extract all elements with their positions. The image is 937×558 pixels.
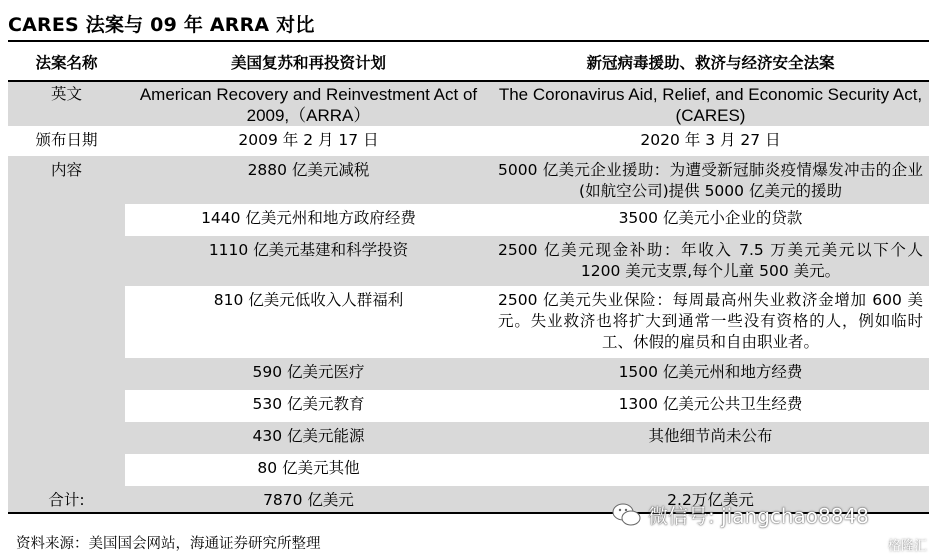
gelonghui-logo (868, 535, 927, 554)
content-row-8 (8, 454, 929, 486)
content-row-6 (8, 390, 929, 422)
arra-item-5: 590 亿美元医疗 (125, 358, 492, 390)
label-content: 内容 (8, 156, 125, 486)
header-row (8, 44, 929, 82)
header-arra: 美国复苏和再投资计划 (125, 44, 492, 82)
arra-item-2: 1440 亿美元州和地方政府经费 (125, 204, 492, 236)
table-title: CARES 法案与 09 年 ARRA 对比 (8, 14, 315, 36)
arra-item-6: 530 亿美元教育 (125, 390, 492, 422)
cares-english: The Coronavirus Aid, Relief, and Economic Security Act, (CARES) (492, 82, 929, 126)
wechat-icon (612, 502, 642, 528)
source-note: 资料来源：美国国会网站，海通证券研究所整理 (16, 536, 321, 552)
content-row-1 (8, 156, 929, 204)
arra-item-7: 430 亿美元能源 (125, 422, 492, 454)
cares-item-6: 1300 亿美元公共卫生经费 (492, 390, 929, 422)
row-english (8, 82, 929, 126)
arra-total: 7870 亿美元 (125, 486, 492, 514)
gelonghui-text: 格隆汇 (887, 539, 927, 554)
content-row-2 (8, 204, 929, 236)
cares-item-5: 1500 亿美元州和地方经费 (492, 358, 929, 390)
content-row-3 (8, 236, 929, 286)
arra-item-3: 1110 亿美元基建和科学投资 (125, 236, 492, 286)
row-date (8, 126, 929, 156)
label-total: 合计: (8, 486, 125, 514)
label-date: 颁布日期 (35, 131, 98, 149)
arra-english: American Recovery and Reinvestment Act of 2009,（ARRA） (125, 82, 492, 126)
arra-item-8: 80 亿美元其他 (125, 454, 492, 486)
cares-item-7: 其他细节尚未公布 (492, 422, 929, 454)
cares-item-4: 2500 亿美元失业保险：每周最高州失业救济金增加 600 美元。失业救济也将扩大到通常一些没有资格的人，例如临时工、休假的雇员和自由职业者。 (492, 286, 929, 358)
arra-item-1: 2880 亿美元减税 (125, 156, 492, 204)
comparison-table (8, 44, 929, 514)
cares-date: 2020 年 3 月 27 日 (640, 131, 781, 149)
cares-item-3: 2500 亿美元现金补助：年收入 7.5 万美元美元以下个人 1200 美元支票,每个儿童 500 美元。 (492, 236, 929, 286)
gelonghui-icon (868, 537, 884, 553)
label-english: 英文 (8, 82, 125, 126)
top-rule (8, 40, 929, 42)
content-row-4 (8, 286, 929, 358)
header-law-name: 法案名称 (8, 44, 125, 82)
cares-item-1: 5000 亿美元企业援助：为遭受新冠肺炎疫情爆发冲击的企业(如航空公司)提供 5000 亿美元的援助 (492, 156, 929, 204)
content-row-5 (8, 358, 929, 390)
header-cares: 新冠病毒援助、救济与经济安全法案 (492, 44, 929, 82)
arra-item-4: 810 亿美元低收入人群福利 (125, 286, 492, 358)
cares-item-8 (492, 454, 929, 486)
arra-date: 2009 年 2 月 17 日 (238, 131, 379, 149)
watermark (612, 500, 869, 529)
content-row-7 (8, 422, 929, 454)
watermark-text: 微信号: jiangchao8848 (648, 504, 869, 528)
cares-item-2: 3500 亿美元小企业的贷款 (492, 204, 929, 236)
cares-total: 2.2万亿美元 (492, 486, 929, 514)
